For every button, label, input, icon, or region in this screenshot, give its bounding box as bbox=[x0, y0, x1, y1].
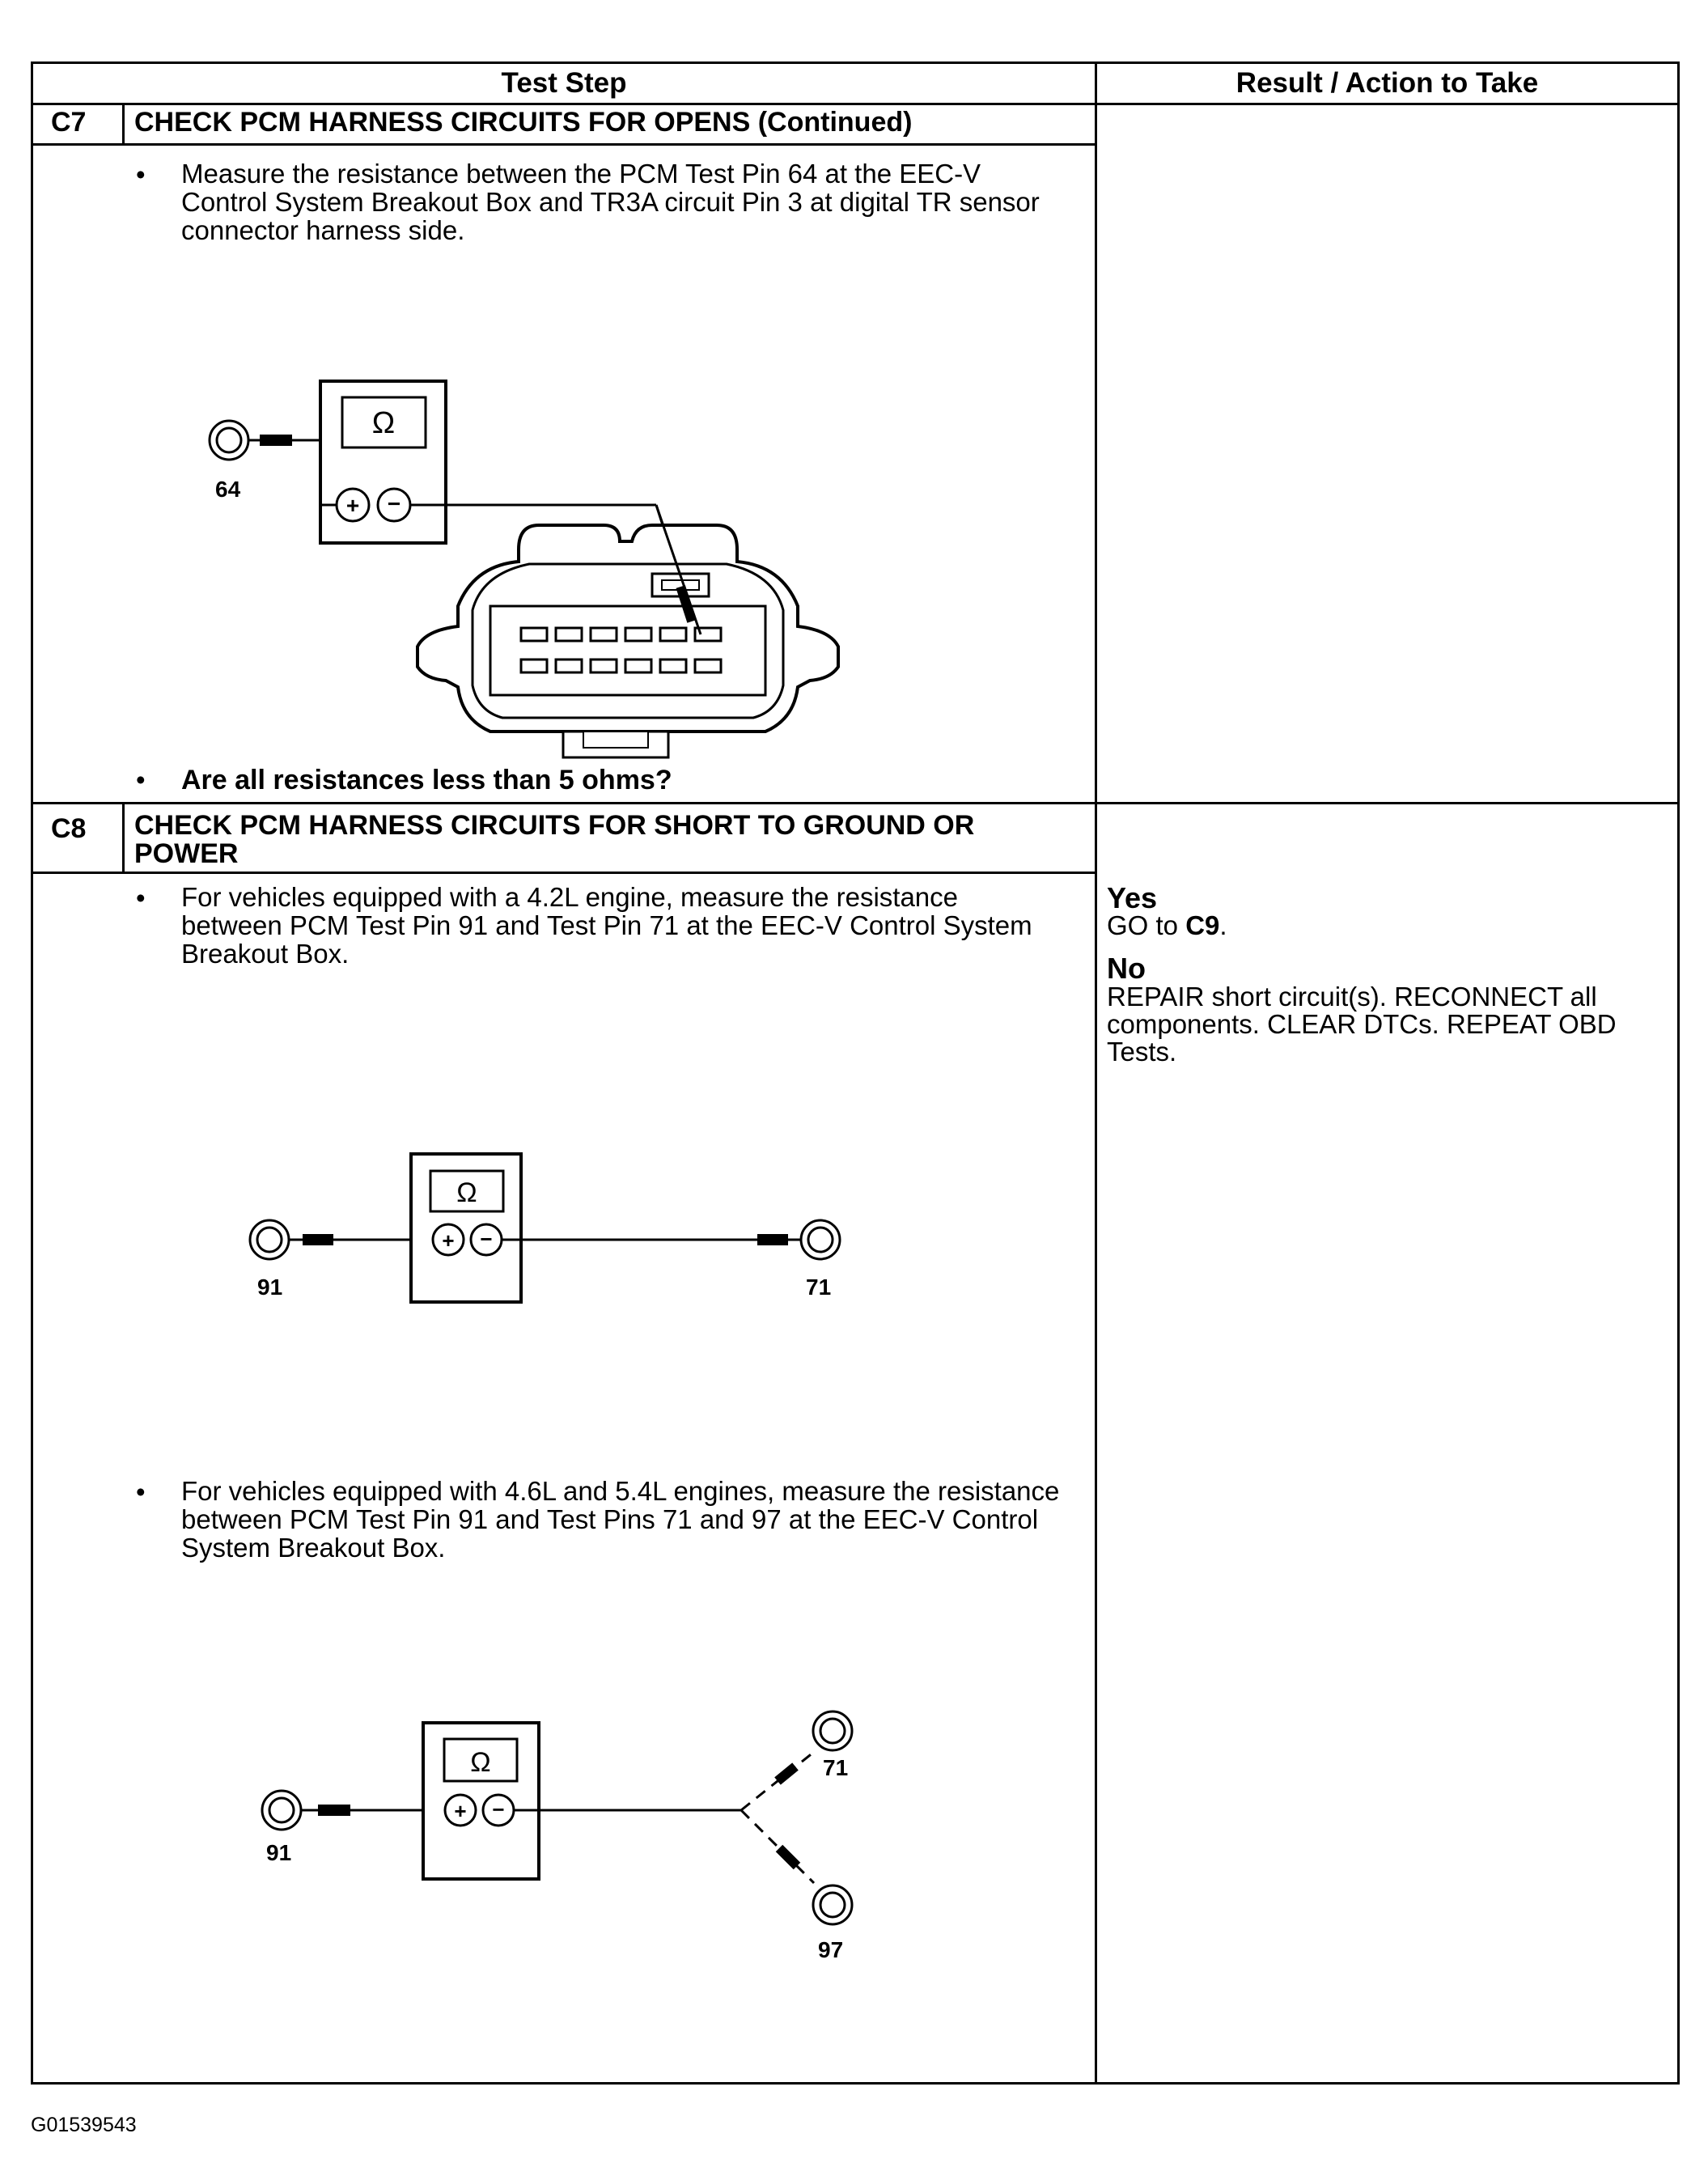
ohm-symbol: Ω bbox=[371, 406, 396, 440]
c7-c8-divider bbox=[33, 802, 1677, 804]
svg-text:+: + bbox=[345, 493, 360, 518]
c8-id-divider bbox=[122, 802, 125, 873]
c8-instruction-1: For vehicles equipped with a 4.2L engine, measure the resistance between PCM Test Pin 91 and Test Pin 71 at the EEC-V Control System Breakout Box. bbox=[181, 882, 1032, 969]
c8-bullet-1-dot: • bbox=[136, 883, 146, 913]
svg-text:−: − bbox=[480, 1227, 493, 1251]
c8-title-underline bbox=[33, 872, 1095, 874]
pin-71-label-2: 71 bbox=[823, 1755, 849, 1780]
figure-code: G01539543 bbox=[31, 2114, 137, 2136]
c8-step-title: CHECK PCM HARNESS CIRCUITS FOR SHORT TO GROUND OR POWER bbox=[134, 810, 975, 869]
column-divider bbox=[1095, 64, 1097, 2082]
c7-step-title: CHECK PCM HARNESS CIRCUITS FOR OPENS (Continued) bbox=[134, 107, 913, 138]
c7-connector-diagram bbox=[199, 307, 911, 760]
pin-91-label: 91 bbox=[257, 1274, 283, 1300]
test-step-table bbox=[31, 61, 1680, 2085]
c8-fig1-meter-diagram bbox=[239, 1096, 854, 1338]
pin-91-terminal-2 bbox=[262, 1791, 301, 1830]
ohm-symbol-2: Ω bbox=[470, 1747, 491, 1778]
result-yes-text: GO to C9. bbox=[1107, 910, 1227, 940]
c7-question: Are all resistances less than 5 ohms? bbox=[181, 765, 672, 795]
c8-instruction-2: For vehicles equipped with 4.6L and 5.4L engines, measure the resistance between PCM Test Pin 91 and Test Pins 71 and 97 at the EEC-V Control System Breakout Box. bbox=[181, 1476, 1060, 1563]
header-divider bbox=[33, 103, 1677, 105]
c8-bullet-2-dot: • bbox=[136, 1477, 146, 1507]
result-yes-target: C9 bbox=[1185, 910, 1220, 940]
pin-91-terminal bbox=[250, 1220, 289, 1259]
pin-71-terminal-2 bbox=[813, 1711, 852, 1750]
pin-71-label: 71 bbox=[806, 1274, 832, 1300]
pin-64-terminal bbox=[210, 421, 248, 460]
svg-text:+: + bbox=[442, 1228, 455, 1253]
result-no-text: REPAIR short circuit(s). RECONNECT all components. CLEAR DTCs. REPEAT OBD Tests. bbox=[1107, 982, 1617, 1067]
c7-question-dot: • bbox=[136, 765, 146, 795]
pin-91-label-2: 91 bbox=[266, 1840, 292, 1865]
ohm-symbol-1: Ω bbox=[456, 1177, 477, 1208]
pin-64-label: 64 bbox=[215, 477, 241, 502]
result-yes-label: Yes bbox=[1107, 881, 1158, 914]
c8-fig2-meter-diagram bbox=[252, 1681, 867, 2021]
header-result-action: Result / Action to Take bbox=[1235, 67, 1539, 99]
c7-instruction: Measure the resistance between the PCM Test Pin 64 at the EEC-V Control System Breakout Box and TR3A circuit Pin 3 at digital TR sensor connector harness side. bbox=[181, 159, 1040, 245]
pin-71-terminal bbox=[801, 1220, 840, 1259]
pin-97-label: 97 bbox=[818, 1937, 844, 1962]
c7-id-divider bbox=[122, 103, 125, 145]
svg-text:−: − bbox=[387, 491, 401, 516]
svg-text:+: + bbox=[454, 1799, 467, 1823]
header-test-step: Test Step bbox=[501, 67, 627, 99]
c7-title-underline bbox=[33, 143, 1095, 146]
result-no-label: No bbox=[1107, 952, 1146, 985]
c7-step-id: C7 bbox=[51, 107, 87, 138]
c7-bullet-dot: • bbox=[136, 159, 146, 189]
c8-step-id: C8 bbox=[51, 813, 87, 844]
svg-text:−: − bbox=[492, 1797, 505, 1822]
pin-97-terminal bbox=[813, 1885, 852, 1924]
